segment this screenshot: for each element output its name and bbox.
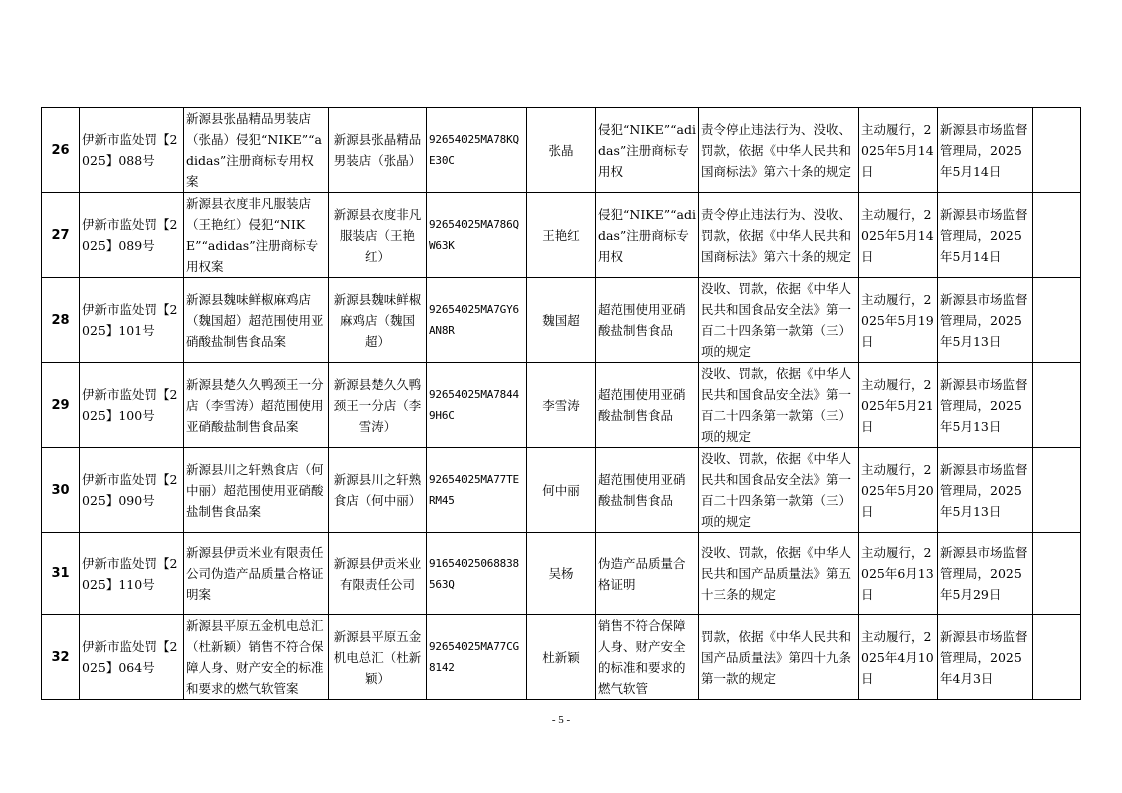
document-number: 伊新市监处罚【2025】064号	[80, 615, 184, 700]
case-name: 新源县伊贡米业有限责任公司伪造产品质量合格证明案	[184, 533, 329, 615]
party-name: 新源县魏味鲜椒麻鸡店（魏国超）	[329, 278, 427, 363]
row-number: 30	[42, 448, 80, 533]
legal-representative: 吴杨	[527, 533, 596, 615]
penalty-basis: 罚款，依据《中华人民共和国产品质量法》第四十九条第一款的规定	[699, 615, 859, 700]
legal-representative: 王艳红	[527, 193, 596, 278]
remark	[1033, 193, 1081, 278]
penalty-basis: 没收、罚款，依据《中华人民共和国产品质量法》第五十三条的规定	[699, 533, 859, 615]
table-row	[42, 108, 1081, 193]
party-name: 新源县衣度非凡服装店（王艳红）	[329, 193, 427, 278]
performance-status: 主动履行，2025年6月13日	[859, 533, 938, 615]
row-number: 32	[42, 615, 80, 700]
remark	[1033, 448, 1081, 533]
party-name: 新源县平原五金机电总汇（杜新颖）	[329, 615, 427, 700]
authority-date: 新源县市场监督管理局，2025年4月3日	[938, 615, 1033, 700]
legal-representative: 何中丽	[527, 448, 596, 533]
authority-date: 新源县市场监督管理局，2025年5月29日	[938, 533, 1033, 615]
legal-representative: 张晶	[527, 108, 596, 193]
row-number: 31	[42, 533, 80, 615]
performance-status: 主动履行，2025年5月20日	[859, 448, 938, 533]
party-name: 新源县楚久久鸭颈王一分店（李雪涛）	[329, 363, 427, 448]
penalty-table	[41, 107, 1081, 700]
authority-date: 新源县市场监督管理局，2025年5月13日	[938, 363, 1033, 448]
table-row	[42, 448, 1081, 533]
penalty-basis: 没收、罚款，依据《中华人民共和国食品安全法》第一百二十四条第一款第（三）项的规定	[699, 278, 859, 363]
case-name: 新源县平原五金机电总汇（杜新颖）销售不符合保障人身、财产安全的标准和要求的燃气软管案	[184, 615, 329, 700]
remark	[1033, 278, 1081, 363]
violation-type: 销售不符合保障人身、财产安全的标准和要求的燃气软管	[596, 615, 699, 700]
performance-status: 主动履行，2025年4月10日	[859, 615, 938, 700]
document-number: 伊新市监处罚【2025】089号	[80, 193, 184, 278]
case-name: 新源县楚久久鸭颈王一分店（李雪涛）超范围使用亚硝酸盐制售食品案	[184, 363, 329, 448]
credit-code: 92654025MA78449H6C	[427, 363, 527, 448]
table-row	[42, 193, 1081, 278]
document-number: 伊新市监处罚【2025】088号	[80, 108, 184, 193]
violation-type: 侵犯“NIKE”“adidas”注册商标专用权	[596, 193, 699, 278]
table-row	[42, 615, 1081, 700]
legal-representative: 魏国超	[527, 278, 596, 363]
authority-date: 新源县市场监督管理局，2025年5月14日	[938, 193, 1033, 278]
penalty-basis: 责令停止违法行为、没收、罚款，依据《中华人民共和国商标法》第六十条的规定	[699, 108, 859, 193]
case-name: 新源县衣度非凡服装店（王艳红）侵犯“NIKE”“adidas”注册商标专用权案	[184, 193, 329, 278]
credit-code: 92654025MA7GY6AN8R	[427, 278, 527, 363]
legal-representative: 杜新颖	[527, 615, 596, 700]
performance-status: 主动履行，2025年5月14日	[859, 193, 938, 278]
row-number: 29	[42, 363, 80, 448]
violation-type: 伪造产品质量合格证明	[596, 533, 699, 615]
penalty-basis: 没收、罚款，依据《中华人民共和国食品安全法》第一百二十四条第一款第（三）项的规定	[699, 363, 859, 448]
table-row	[42, 363, 1081, 448]
document-number: 伊新市监处罚【2025】090号	[80, 448, 184, 533]
table-row	[42, 533, 1081, 615]
authority-date: 新源县市场监督管理局，2025年5月13日	[938, 278, 1033, 363]
violation-type: 侵犯“NIKE”“adidas”注册商标专用权	[596, 108, 699, 193]
document-number: 伊新市监处罚【2025】110号	[80, 533, 184, 615]
performance-status: 主动履行，2025年5月14日	[859, 108, 938, 193]
penalty-basis: 没收、罚款，依据《中华人民共和国食品安全法》第一百二十四条第一款第（三）项的规定	[699, 448, 859, 533]
performance-status: 主动履行，2025年5月21日	[859, 363, 938, 448]
page-number: - 5 -	[551, 714, 571, 726]
violation-type: 超范围使用亚硝酸盐制售食品	[596, 278, 699, 363]
credit-code: 92654025MA77TERM45	[427, 448, 527, 533]
party-name: 新源县川之轩熟食店（何中丽）	[329, 448, 427, 533]
violation-type: 超范围使用亚硝酸盐制售食品	[596, 363, 699, 448]
party-name: 新源县张晶精品男装店（张晶）	[329, 108, 427, 193]
penalty-basis: 责令停止违法行为、没收、罚款，依据《中华人民共和国商标法》第六十条的规定	[699, 193, 859, 278]
case-name: 新源县魏味鲜椒麻鸡店（魏国超）超范围使用亚硝酸盐制售食品案	[184, 278, 329, 363]
credit-code: 92654025MA77CG8142	[427, 615, 527, 700]
credit-code: 92654025MA78KQE30C	[427, 108, 527, 193]
authority-date: 新源县市场监督管理局，2025年5月13日	[938, 448, 1033, 533]
authority-date: 新源县市场监督管理局，2025年5月14日	[938, 108, 1033, 193]
document-number: 伊新市监处罚【2025】101号	[80, 278, 184, 363]
table-row	[42, 278, 1081, 363]
row-number: 26	[42, 108, 80, 193]
row-number: 27	[42, 193, 80, 278]
credit-code: 91654025068838563Q	[427, 533, 527, 615]
legal-representative: 李雪涛	[527, 363, 596, 448]
remark	[1033, 108, 1081, 193]
case-name: 新源县张晶精品男装店（张晶）侵犯“NIKE”“adidas”注册商标专用权案	[184, 108, 329, 193]
case-name: 新源县川之轩熟食店（何中丽）超范围使用亚硝酸盐制售食品案	[184, 448, 329, 533]
violation-type: 超范围使用亚硝酸盐制售食品	[596, 448, 699, 533]
document-number: 伊新市监处罚【2025】100号	[80, 363, 184, 448]
credit-code: 92654025MA786QW63K	[427, 193, 527, 278]
party-name: 新源县伊贡米业有限责任公司	[329, 533, 427, 615]
performance-status: 主动履行，2025年5月19日	[859, 278, 938, 363]
row-number: 28	[42, 278, 80, 363]
remark	[1033, 615, 1081, 700]
remark	[1033, 533, 1081, 615]
remark	[1033, 363, 1081, 448]
